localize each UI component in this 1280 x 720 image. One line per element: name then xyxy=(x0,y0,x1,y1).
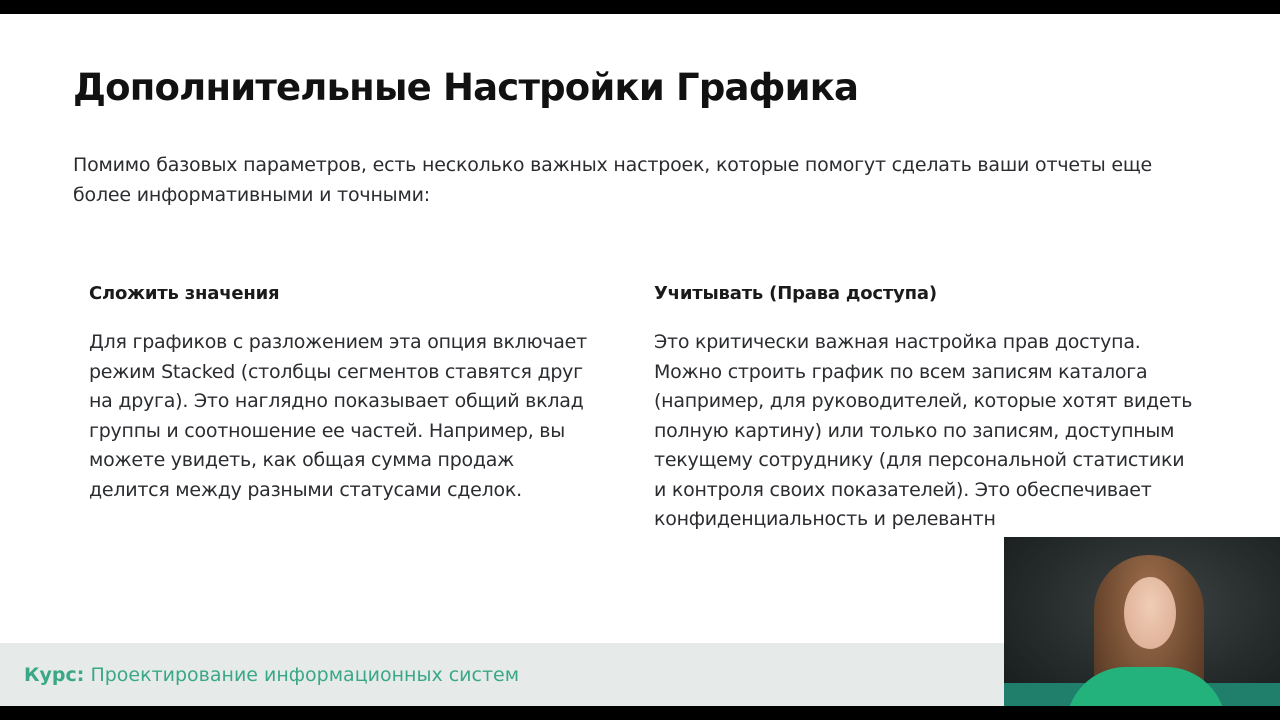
course-label: Курс: xyxy=(24,664,85,686)
slide-title: Дополнительные Настройки Графика xyxy=(73,66,859,109)
course-caption xyxy=(24,664,519,686)
section-heading: Учитывать (Права доступа) xyxy=(654,283,937,304)
section-heading: Сложить значения xyxy=(89,283,280,304)
presenter-webcam xyxy=(1004,537,1280,706)
section-access-rights xyxy=(654,280,1194,535)
letterbox-top xyxy=(0,0,1280,14)
section-stack-values xyxy=(89,280,589,505)
letterbox-bottom xyxy=(0,706,1280,720)
section-body: Для графиков с разложением эта опция включает режим Stacked (столбцы сегментов ставятся друг на друга). Это наглядно показывает общий вклад группы и соотношение ее частей. Например, вы можете увидеть, как общая сумма продаж делится между разными статусами сделок. xyxy=(89,331,587,501)
slide-intro: Помимо базовых параметров, есть несколько важных настроек, которые помогут сделать ваши отчеты еще более информативными и точными: xyxy=(73,154,1153,206)
section-body: Это критически важная настройка прав доступа. Можно строить график по всем записям каталога (например, для руководителей, которые хотят видеть полную картину) или только по записям, доступным текущему сотруднику (для персональной статистики и контроля своих показателей). Это обеспечивает конфиденциальность и релевантн xyxy=(654,331,1193,530)
course-name: Проектирование информационных систем xyxy=(90,664,520,686)
presenter-face xyxy=(1124,577,1176,649)
